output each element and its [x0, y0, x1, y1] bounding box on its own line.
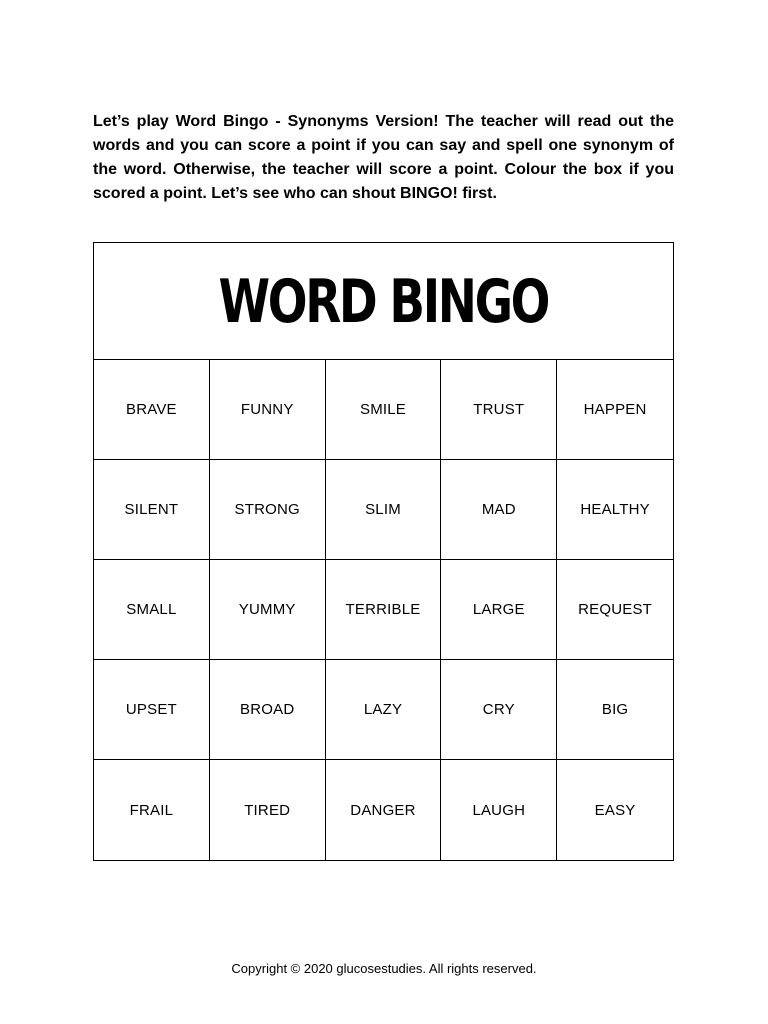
- bingo-cell[interactable]: REQUEST: [557, 560, 673, 660]
- bingo-cell[interactable]: UPSET: [94, 660, 210, 760]
- bingo-header: [94, 243, 673, 360]
- bingo-title: WORD BINGO: [218, 267, 549, 337]
- bingo-cell[interactable]: HEALTHY: [557, 460, 673, 560]
- bingo-cell[interactable]: BRAVE: [94, 360, 210, 460]
- bingo-cell[interactable]: LARGE: [441, 560, 557, 660]
- bingo-cell[interactable]: BIG: [557, 660, 673, 760]
- bingo-cell[interactable]: LAUGH: [441, 760, 557, 860]
- bingo-cell[interactable]: TIRED: [210, 760, 326, 860]
- instructions-paragraph: Let’s play Word Bingo - Synonyms Version! The teacher will read out the words and you can score a point if you can say and spell one synonym of the word. Otherwise, the teacher will score a point. Colour the box if you scored a point. Let’s see who can shout BINGO! first.: [93, 113, 674, 202]
- bingo-cell[interactable]: DANGER: [326, 760, 442, 860]
- bingo-cell[interactable]: FRAIL: [94, 760, 210, 860]
- bingo-cell[interactable]: EASY: [594, 801, 636, 819]
- copyright-footer: Copyright © 2020 glucosestudies. All rights reserved.: [231, 961, 537, 976]
- bingo-cell[interactable]: YUMMY: [210, 560, 326, 660]
- bingo-cell[interactable]: STRONG: [210, 460, 326, 560]
- bingo-cell[interactable]: TRUST: [441, 360, 557, 460]
- bingo-cell[interactable]: SMILE: [326, 360, 442, 460]
- bingo-cell[interactable]: MAD: [441, 460, 557, 560]
- bingo-cell[interactable]: SLIM: [326, 460, 442, 560]
- bingo-cell[interactable]: LAZY: [326, 660, 442, 760]
- bingo-cell[interactable]: BROAD: [210, 660, 326, 760]
- bingo-cell[interactable]: SILENT: [94, 460, 210, 560]
- bingo-cell[interactable]: TERRIBLE: [326, 560, 442, 660]
- bingo-card: [93, 242, 674, 861]
- bingo-cell[interactable]: HAPPEN: [557, 360, 673, 460]
- bingo-cell[interactable]: FUNNY: [210, 360, 326, 460]
- bingo-cell[interactable]: SMALL: [94, 560, 210, 660]
- bingo-grid: [94, 360, 673, 860]
- bingo-cell[interactable]: CRY: [441, 660, 557, 760]
